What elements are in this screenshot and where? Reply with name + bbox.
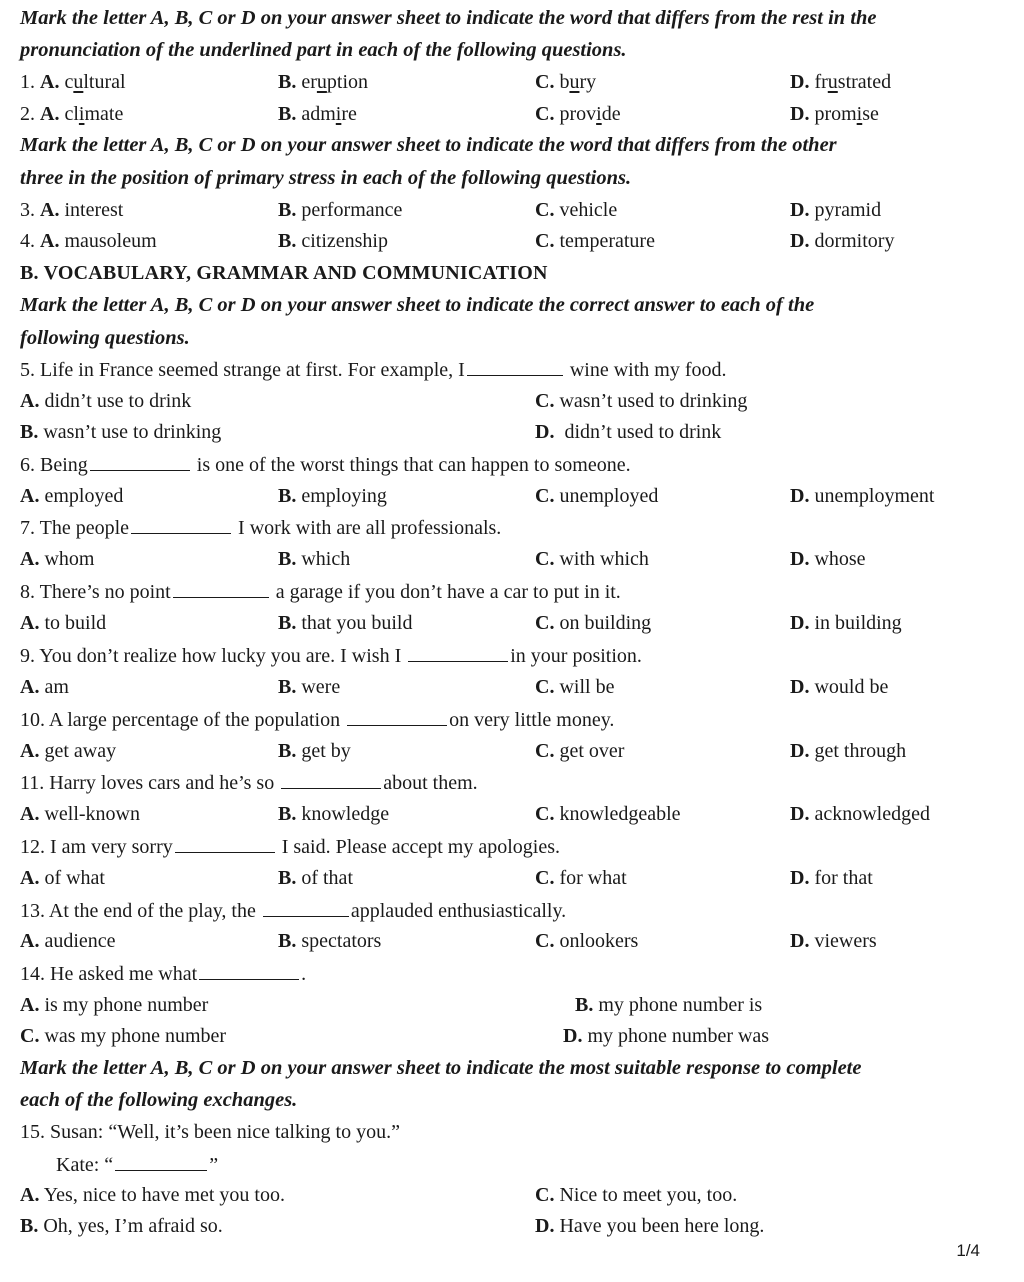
q1-option-c: C. bury: [535, 71, 597, 93]
instruction-pronunciation-line2: pronunciation of the underlined part in each of the following questions.: [20, 39, 627, 61]
instruction-stress-line1: Mark the letter A, B, C or D on your answer sheet to indicate the word that differs from the other: [20, 134, 837, 156]
instruction-correct-line1: Mark the letter A, B, C or D on your answer sheet to indicate the correct answer to each of the: [20, 294, 815, 316]
q6-option-a: A. employed: [20, 485, 124, 507]
q9-option-b: B. were: [278, 676, 341, 698]
q13-option-b: B. spectators: [278, 930, 382, 952]
q7-option-b: B. which: [278, 548, 351, 570]
q4-option-b: B. citizenship: [278, 230, 388, 252]
q10-stem: 10. A large percentage of the population on very little money.: [20, 709, 615, 731]
q4-option-a: 4. A. mausoleum: [20, 230, 157, 252]
q14-option-c: C. was my phone number: [20, 1025, 227, 1047]
q1-option-b: B. eruption: [278, 71, 369, 93]
q14-option-a: A. is my phone number: [20, 994, 209, 1016]
q9-option-c: C. will be: [535, 676, 615, 698]
q15-option-c: C. Nice to meet you, too.: [535, 1184, 738, 1206]
q9-option-d: D. would be: [790, 676, 889, 698]
q2-option-d: D. promise: [790, 103, 879, 125]
q11-option-c: C. knowledgeable: [535, 803, 681, 825]
q1-option-d: D. frustrated: [790, 71, 892, 93]
q15-option-d: D. Have you been here long.: [535, 1215, 765, 1237]
instruction-correct-line2: following questions.: [20, 327, 190, 349]
q7-option-c: C. with which: [535, 548, 649, 570]
q14-option-d: D. my phone number was: [563, 1025, 770, 1047]
q13-option-d: D. viewers: [790, 930, 877, 952]
q3-option-b: B. performance: [278, 199, 403, 221]
q5-option-c: C. wasn’t used to drinking: [535, 390, 748, 412]
q5-stem: 5. Life in France seemed strange at first. For example, I wine with my food.: [20, 359, 727, 381]
q15-kate-line: Kate: “ ”: [56, 1154, 219, 1176]
q3-option-d: D. pyramid: [790, 199, 882, 221]
q11-stem: 11. Harry loves cars and he’s so about them.: [20, 772, 478, 794]
q3-option-c: C. vehicle: [535, 199, 618, 221]
instruction-exchange-line1: Mark the letter A, B, C or D on your answer sheet to indicate the most suitable response to complete: [20, 1057, 862, 1079]
q8-option-c: C. on building: [535, 612, 652, 634]
q9-stem: 9. You don’t realize how lucky you are. I wish I in your position.: [20, 645, 642, 667]
q15-stem: 15. Susan: “Well, it’s been nice talking to you.”: [20, 1121, 400, 1143]
q5-option-a: A. didn’t use to drink: [20, 390, 192, 412]
q12-option-a: A. of what: [20, 867, 105, 889]
q8-option-d: D. in building: [790, 612, 902, 634]
q8-stem: 8. There’s no point a garage if you don’t have a car to put in it.: [20, 581, 621, 603]
q10-option-b: B. get by: [278, 740, 351, 762]
q10-option-c: C. get over: [535, 740, 625, 762]
q13-option-a: A. audience: [20, 930, 116, 952]
q3-option-a: 3. A. interest: [20, 199, 124, 221]
q4-option-d: D. dormitory: [790, 230, 895, 252]
q8-option-b: B. that you build: [278, 612, 413, 634]
q6-stem: 6. Being is one of the worst things that can happen to someone.: [20, 454, 631, 476]
q12-option-d: D. for that: [790, 867, 873, 889]
q2-option-a: 2. A. climate: [20, 103, 124, 125]
q5-option-b: B. wasn’t use to drinking: [20, 421, 222, 443]
q13-stem: 13. At the end of the play, the applauded enthusiastically.: [20, 900, 567, 922]
q6-option-c: C. unemployed: [535, 485, 659, 507]
q12-option-c: C. for what: [535, 867, 627, 889]
q2-option-b: B. admire: [278, 103, 357, 125]
section-heading: B. VOCABULARY, GRAMMAR AND COMMUNICATION: [20, 262, 548, 284]
q14-stem: 14. He asked me what .: [20, 963, 307, 985]
q1-option-a: 1. A. cultural: [20, 71, 126, 93]
q8-option-a: A. to build: [20, 612, 107, 634]
instruction-stress-line2: three in the position of primary stress in each of the following questions.: [20, 167, 632, 189]
q2-option-c: C. provide: [535, 103, 621, 125]
q11-option-d: D. acknowledged: [790, 803, 930, 825]
q7-option-d: D. whose: [790, 548, 866, 570]
q15-option-a: A. Yes, nice to have met you too.: [20, 1184, 285, 1206]
q11-option-b: B. knowledge: [278, 803, 390, 825]
q13-option-c: C. onlookers: [535, 930, 639, 952]
page-number: 1/4: [956, 1241, 980, 1260]
q12-stem: 12. I am very sorry I said. Please accept my apologies.: [20, 836, 560, 858]
q12-option-b: B. of that: [278, 867, 353, 889]
q6-option-d: D. unemployment: [790, 485, 935, 507]
q10-option-a: A. get away: [20, 740, 117, 762]
q7-option-a: A. whom: [20, 548, 95, 570]
instruction-pronunciation-line1: Mark the letter A, B, C or D on your answer sheet to indicate the word that differs from the rest in the: [20, 7, 877, 29]
q11-option-a: A. well-known: [20, 803, 140, 825]
q15-option-b: B. Oh, yes, I’m afraid so.: [20, 1215, 223, 1237]
q4-option-c: C. temperature: [535, 230, 655, 252]
q14-option-b: B. my phone number is: [575, 994, 763, 1016]
q5-option-d: D. didn’t used to drink: [535, 421, 722, 443]
instruction-exchange-line2: each of the following exchanges.: [20, 1089, 298, 1111]
q6-option-b: B. employing: [278, 485, 387, 507]
q10-option-d: D. get through: [790, 740, 907, 762]
q9-option-a: A. am: [20, 676, 69, 698]
q7-stem: 7. The people I work with are all professionals.: [20, 517, 502, 539]
